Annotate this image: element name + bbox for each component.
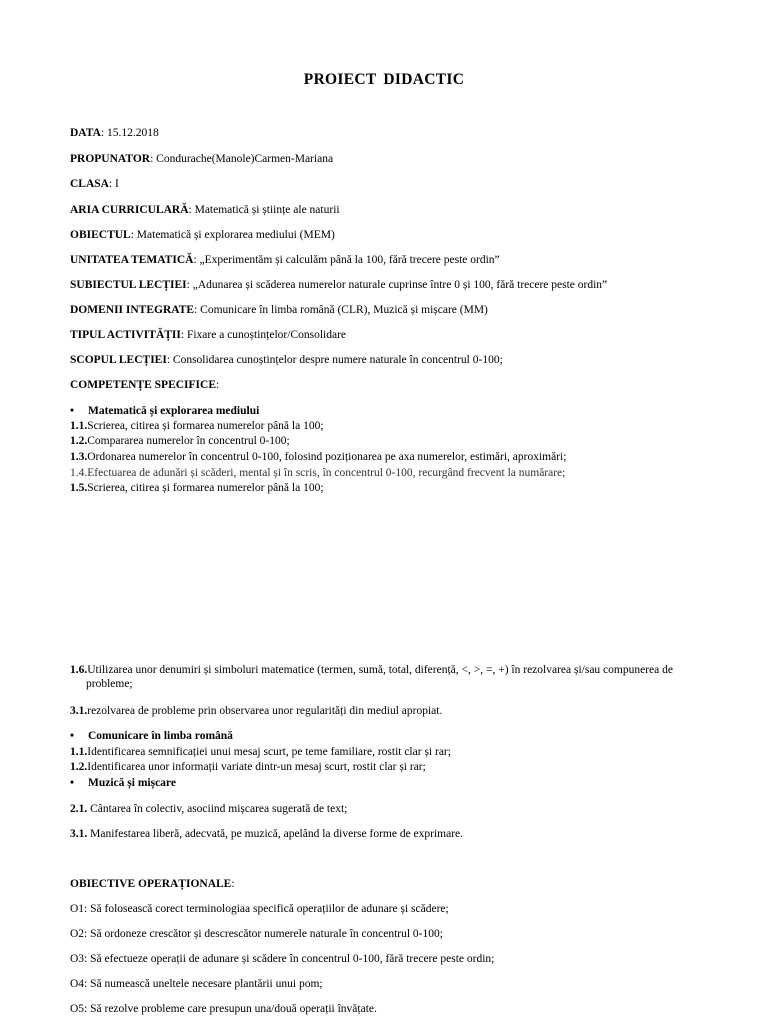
objective-item: O2: Să ordoneze crescător și descrescător numerele naturale în concentrul 0-100; [70,928,443,940]
section-heading-obiective [70,877,235,891]
competence-text: Identificarea semnificației unui mesaj scurt, pe teme familiare, rostit clar și rar; [87,746,451,758]
field-label: SCOPUL LECȚIEI [70,354,167,366]
field-label: SUBIECTUL LECȚIEI [70,279,187,291]
field-value: : „Experimentăm și calculăm până la 100, fără trecere peste ordin” [193,254,500,266]
field-value: : I [108,178,119,190]
objective-item: O4: Să numească uneltele necesare plantării unui pom; [70,978,323,990]
competence-text: Identificarea unor informații variate dintr-un mesaj scurt, rostit clar și rar; [87,761,426,773]
competence-item [70,802,347,816]
competence-item [70,481,324,495]
field-obiectul [70,228,335,242]
competence-text: Cântarea în colectiv, asociind mișcarea sugerată de text; [87,803,348,815]
field-label: DATA [70,127,101,139]
competence-item [70,419,324,433]
competence-item [70,760,426,774]
field-scopul-lectiei [70,353,503,367]
competence-text: Scrierea, citirea și formarea numerelor până la 100; [87,482,324,494]
competence-text: Ordonarea numerelor în concentrul 0-100, folosind poziționarea pe axa numerelor, estimări, aproximări; [87,451,567,463]
field-label: TIPUL ACTIVITĂȚII [70,329,181,341]
section-heading-text: OBIECTIVE OPERAȚIONALE [70,878,232,890]
competence-item [70,745,451,759]
section-heading-suffix: : [231,878,235,890]
competence-item [70,466,565,480]
bullet-mem: • Matematică și explorarea mediului [88,404,259,418]
field-value: : Matematică și explorarea mediului (MEM) [130,229,335,241]
competence-item-1-6 [70,663,698,691]
section-heading-text: COMPETENȚE SPECIFICE [70,379,217,391]
competence-text: rezolvarea de probleme prin observarea unor regularități din mediul apropiat. [87,705,443,717]
field-clasa [70,177,119,191]
section-heading-suffix: : [216,379,220,391]
field-value: : Condurache(Manole)Carmen-Mariana [150,153,334,165]
field-propunator [70,152,333,166]
field-tipul-activitatii [70,328,346,342]
competence-code: 1.2. [70,761,88,773]
field-unitatea-tematica [70,253,500,267]
competence-code: 3.1. [70,828,88,840]
competence-code: 1.3. [70,451,88,463]
field-value: : „Adunarea și scăderea numerelor naturale cuprinse între 0 și 100, fără trecere peste ordin” [186,279,608,291]
competence-code: 1.4. [70,467,88,479]
competence-code: 1.6. [70,664,88,676]
field-value: : Comunicare în limba română (CLR), Muzică și mișcare (MM) [194,304,488,316]
competence-code: 3.1. [70,705,88,717]
field-value: : Consolidarea cunoștințelor despre numere naturale în concentrul 0-100; [166,354,503,366]
field-label: UNITATEA TEMATICĂ [70,254,194,266]
competence-code: 1.1. [70,420,88,432]
objective-item: O1: Să folosească corect terminologiaa specifică operațiilor de adunare și scădere; [70,903,449,915]
field-value: : 15.12.2018 [100,127,159,139]
field-domenii-integrate [70,303,488,317]
competence-item [70,450,566,464]
field-data [70,126,159,140]
competence-text-continuation: probleme; [86,678,133,690]
objective-item: O5: Să rezolve probleme care presupun una/două operații învățate. [70,1003,377,1015]
document-title: PROIECT DIDACTIC [303,71,465,88]
objective-item: O3: Să efectueze operații de adunare și scădere în concentrul 0-100, fără trecere peste ordin; [70,953,495,965]
competence-text: Compararea numerelor în concentrul 0-100; [87,435,290,447]
field-label: DOMENII INTEGRATE [70,304,195,316]
competence-code: 1.1. [70,746,88,758]
competence-item-3-1 [70,704,442,718]
competence-code: 2.1. [70,803,88,815]
field-aria-curriculara [70,203,340,217]
bullet-clr: • Comunicare în limba română [88,729,233,743]
competence-item [70,434,290,448]
field-label: CLASA [70,178,109,190]
field-label: PROPUNATOR [70,153,151,165]
competence-text: Efectuarea de adunări și scăderi, mental și în scris, în concentrul 0-100, recurgând frecvent la numărare; [87,467,566,479]
competence-item [70,827,463,841]
field-subiectul-lectiei [70,278,607,292]
field-label: OBIECTUL [70,229,131,241]
field-value: : Fixare a cunoștințelor/Consolidare [180,329,347,341]
field-value: : Matematică și științe ale naturii [188,204,340,216]
competence-code: 1.2. [70,435,88,447]
competence-text: Scrierea, citirea și formarea numerelor până la 100; [87,420,324,432]
competence-text: Manifestarea liberă, adecvată, pe muzică, apelând la diverse forme de exprimare. [87,828,464,840]
competence-code: 1.5. [70,482,88,494]
field-label: ARIA CURRICULARĂ [70,204,189,216]
competence-text: Utilizarea unor denumiri și simboluri matematice (termen, sumă, total, diferență, <, >, =, +) în rezolvarea și/sau compunerea de [87,664,673,676]
bullet-mm: • Muzică și mișcare [88,776,176,790]
section-heading-competente [70,378,219,392]
